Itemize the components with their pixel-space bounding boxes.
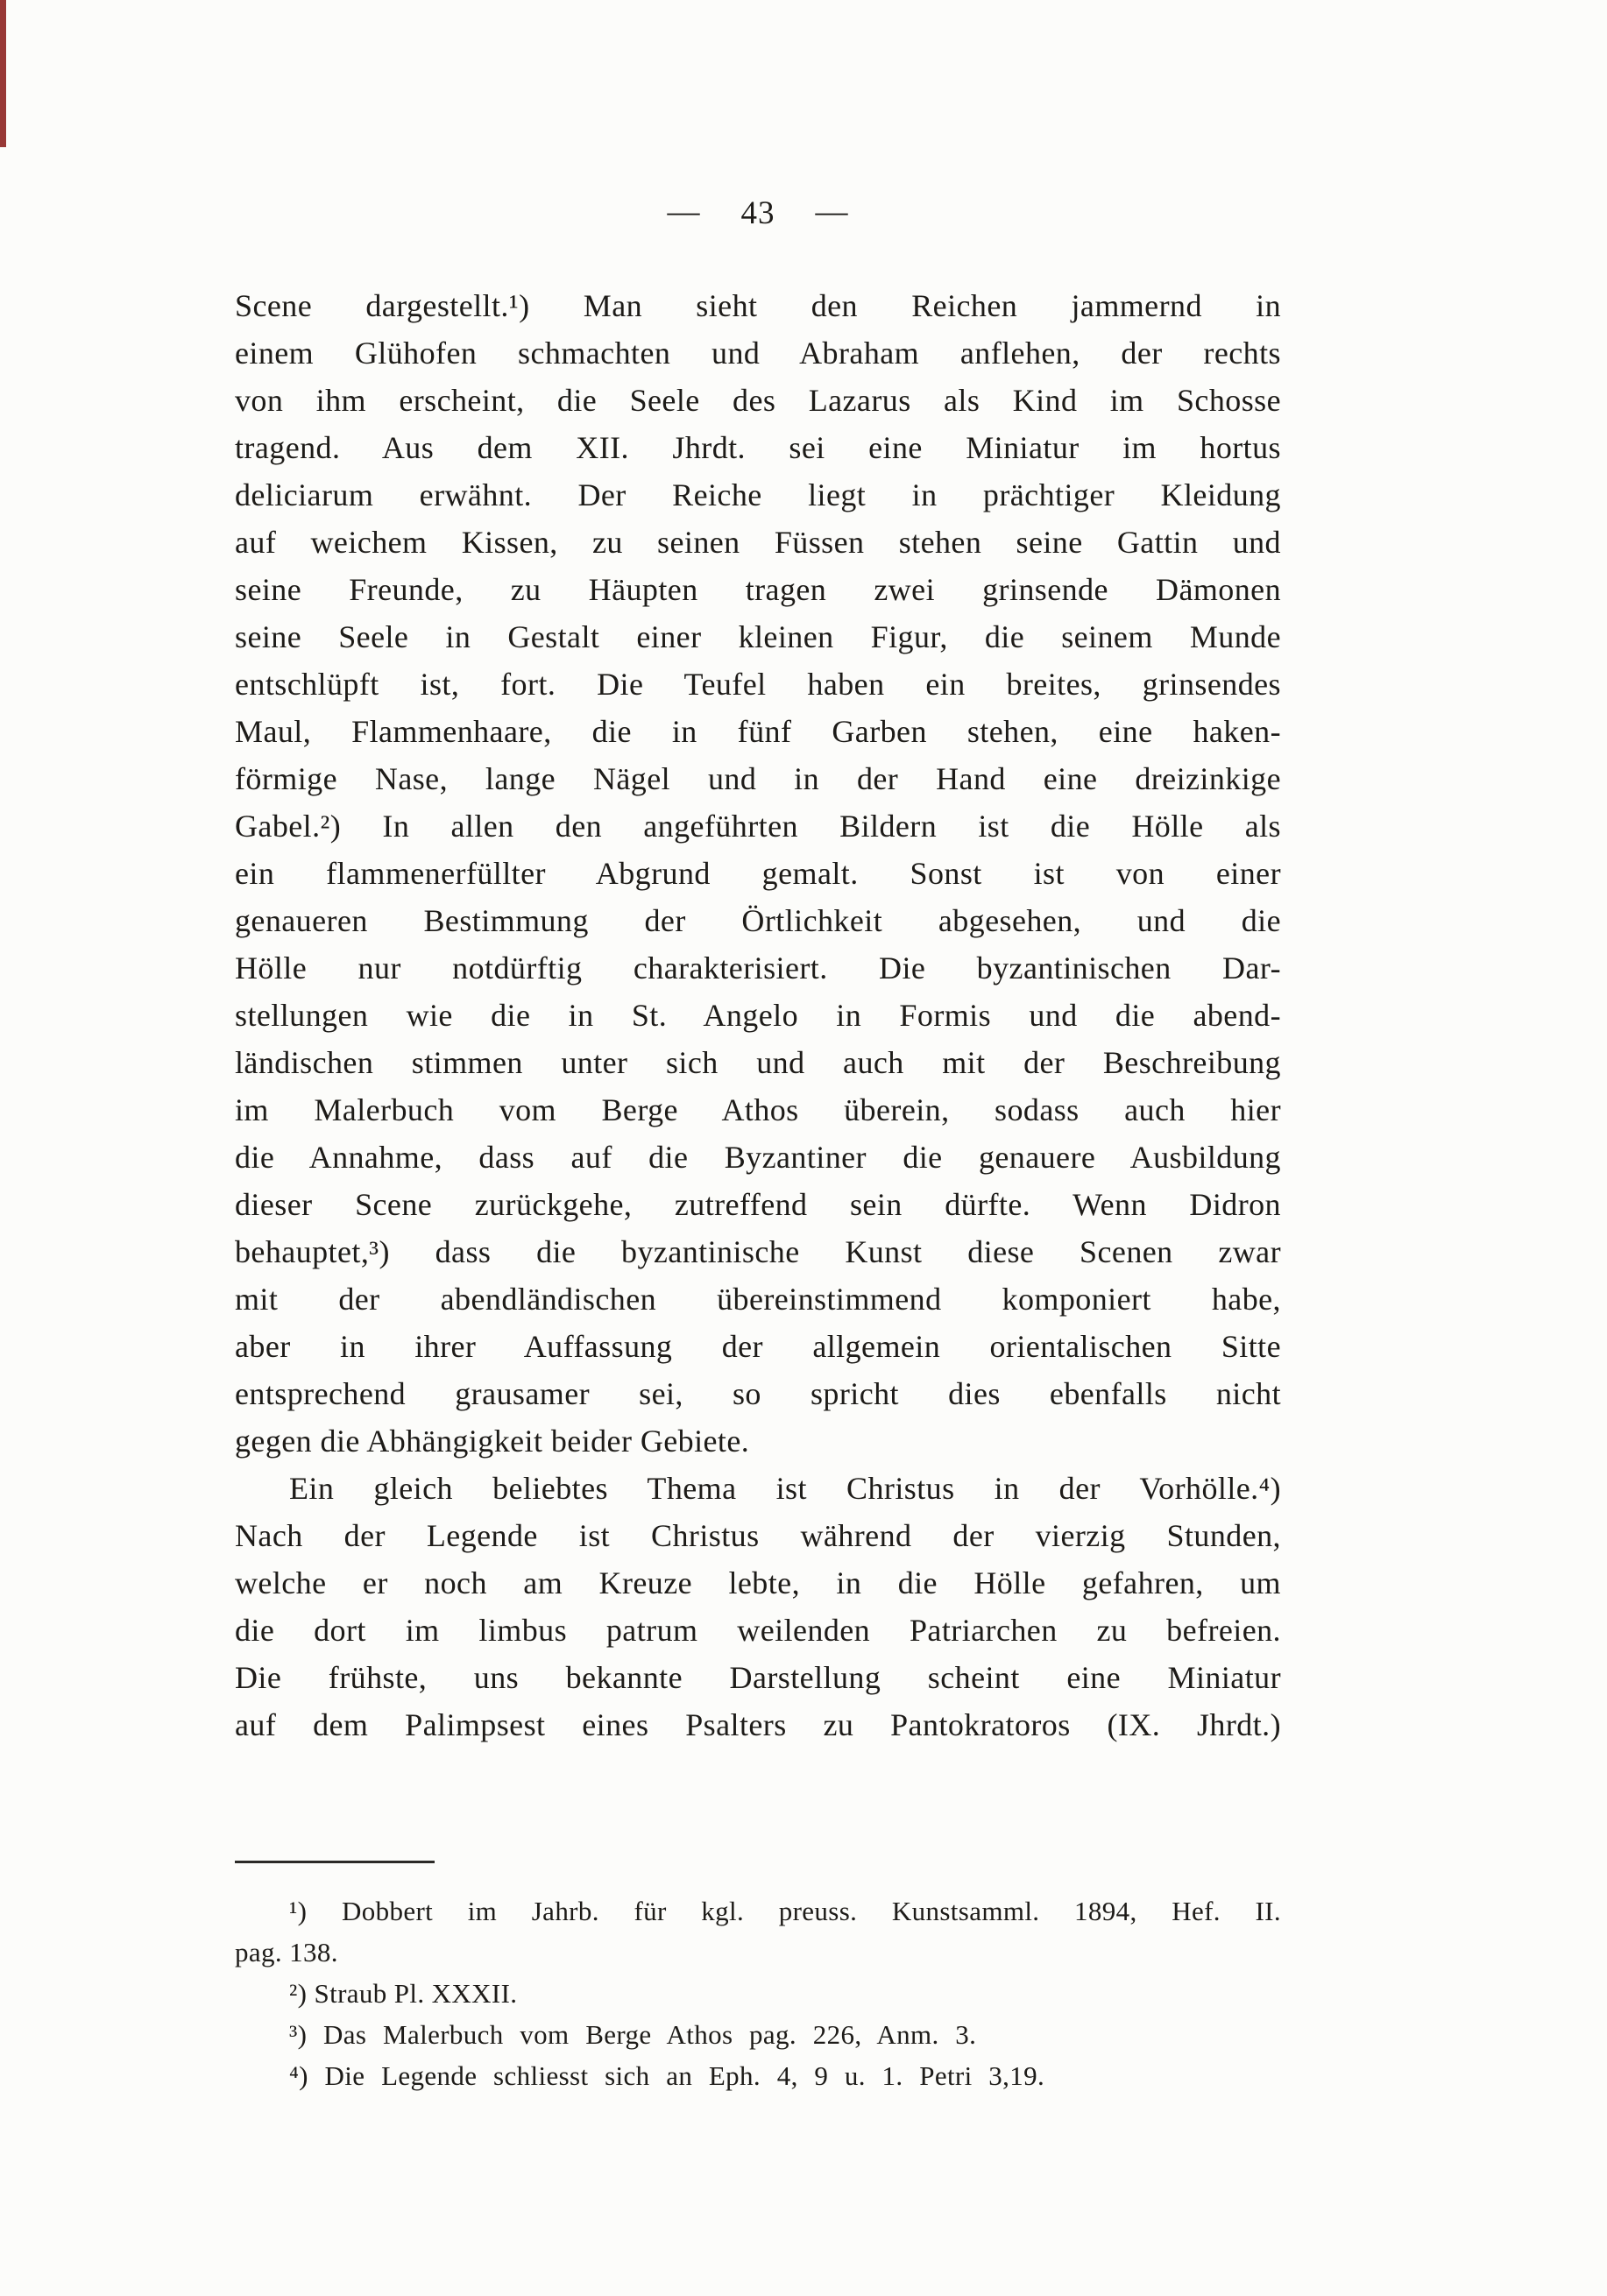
text-line: Die frühste, uns bekannte Darstellung scheint eine Miniatur xyxy=(235,1660,1281,1695)
text-line: welche er noch am Kreuze lebte, in die Hölle gefahren, um xyxy=(235,1565,1281,1600)
text-line: Scene dargestellt.¹) Man sieht den Reichen jammernd in xyxy=(235,288,1281,323)
text-line: im Malerbuch vom Berge Athos überein, sodass auch hier xyxy=(235,1092,1281,1127)
text-line: dieser Scene zurückgehe, zutreffend sein dürfte. Wenn Didron xyxy=(235,1187,1281,1222)
scan-edge-artifact xyxy=(0,0,6,147)
text-line: entsprechend grausamer sei, so spricht dies ebenfalls nicht xyxy=(235,1376,1281,1411)
footnote-separator-rule xyxy=(235,1861,435,1863)
header-right-dash: — xyxy=(815,194,849,230)
main-text-block xyxy=(235,282,1281,1748)
text-line: Maul, Flammenhaare, die in fünf Garben stehen, eine haken- xyxy=(235,714,1281,749)
footnote-line: ⁴) Die Legende schliesst sich an Eph. 4, 9 u. 1. Petri 3,19. xyxy=(289,2060,1045,2091)
text-line: ein flammenerfüllter Abgrund gemalt. Sonst ist von einer xyxy=(235,856,1281,891)
text-line: auf dem Palimpsest eines Psalters zu Pantokratoros (IX. Jhrdt.) xyxy=(235,1707,1281,1742)
text-line: seine Freunde, zu Häupten tragen zwei grinsende Dämonen xyxy=(235,572,1281,607)
text-line-paragraph-start: Ein gleich beliebtes Thema ist Christus in der Vorhölle.⁴) xyxy=(289,1471,1281,1506)
text-line: Hölle nur notdürftig charakterisiert. Die byzantinischen Dar- xyxy=(235,950,1281,986)
text-line: Gabel.²) In allen den angeführten Bildern ist die Hölle als xyxy=(235,809,1281,844)
footnote-line: pag. 138. xyxy=(235,1937,338,1967)
text-line: ländischen stimmen unter sich und auch mit der Beschreibung xyxy=(235,1045,1281,1080)
footnote-line: ²) Straub Pl. XXXII. xyxy=(289,1978,518,2009)
text-line: von ihm erscheint, die Seele des Lazarus als Kind im Schosse xyxy=(235,383,1281,418)
text-line: die dort im limbus patrum weilenden Patriarchen zu befreien. xyxy=(235,1613,1281,1648)
text-line: deliciarum erwähnt. Der Reiche liegt in prächtiger Kleidung xyxy=(235,477,1281,512)
footnotes-section xyxy=(235,1890,1281,2096)
text-line: einem Glühofen schmachten und Abraham anflehen, der rechts xyxy=(235,336,1281,371)
text-line: entschlüpft ist, fort. Die Teufel haben ein breites, grinsendes xyxy=(235,667,1281,702)
page-number-header xyxy=(235,194,1281,232)
footnote-line: ³) Das Malerbuch vom Berge Athos pag. 226, Anm. 3. xyxy=(289,2019,977,2050)
text-line: stellungen wie die in St. Angelo in Formis und die abend- xyxy=(235,998,1281,1033)
footnote-line: ¹) Dobbert im Jahrb. für kgl. preuss. Kunstsamml. 1894, Hef. II. xyxy=(289,1896,1281,1926)
text-line: genaueren Bestimmung der Örtlichkeit abgesehen, und die xyxy=(235,903,1281,938)
text-line: förmige Nase, lange Nägel und in der Hand eine dreizinkige xyxy=(235,761,1281,796)
text-line: aber in ihrer Auffassung der allgemein orientalischen Sitte xyxy=(235,1329,1281,1364)
text-line: die Annahme, dass auf die Byzantiner die genauere Ausbildung xyxy=(235,1140,1281,1175)
text-line: mit der abendländischen übereinstimmend komponiert habe, xyxy=(235,1282,1281,1317)
text-line-paragraph-end: gegen die Abhängigkeit beider Gebiete. xyxy=(235,1424,750,1459)
text-line: Nach der Legende ist Christus während der vierzig Stunden, xyxy=(235,1518,1281,1553)
text-line: auf weichem Kissen, zu seinen Füssen stehen seine Gattin und xyxy=(235,525,1281,560)
page-number: 43 xyxy=(740,195,775,231)
text-line: behauptet,³) dass die byzantinische Kunst diese Scenen zwar xyxy=(235,1234,1281,1269)
header-left-dash: — xyxy=(667,194,701,230)
text-line: tragend. Aus dem XII. Jhrdt. sei eine Miniatur im hortus xyxy=(235,430,1281,465)
text-line: seine Seele in Gestalt einer kleinen Figur, die seinem Munde xyxy=(235,619,1281,654)
